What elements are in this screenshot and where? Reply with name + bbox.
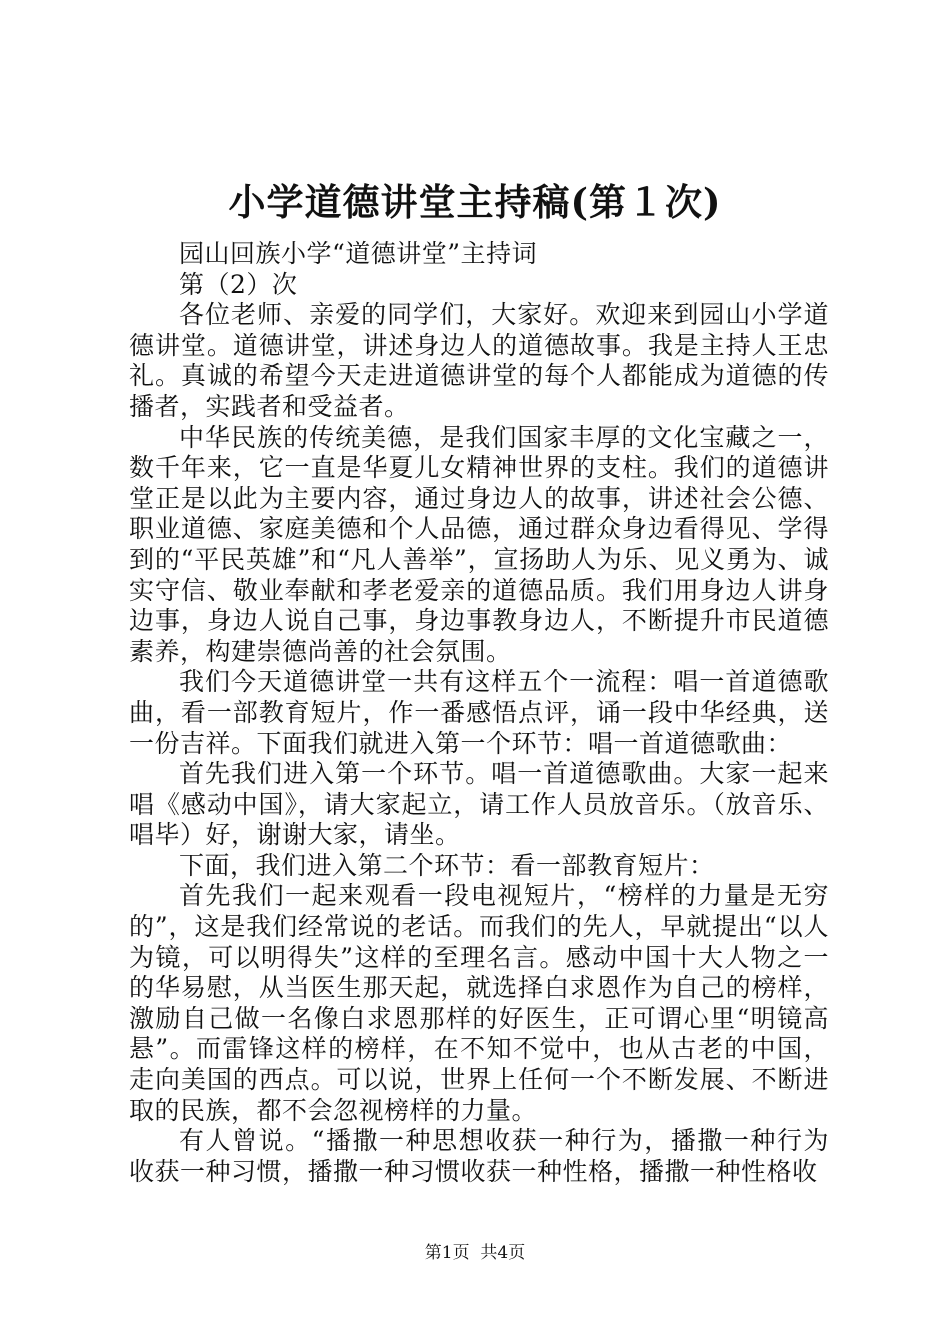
paragraph-welcome: 各位老师、亲爱的同学们，大家好。欢迎来到园山小学道德讲堂。道德讲堂，讲述身边人的道德故事。我是主持人王忠礼。真诚的希望今天走进道德讲堂的每个人都能成为道德的传播者，实践者和受益者。 xyxy=(129,300,829,421)
paragraph-tradition: 中华民族的传统美德，是我们国家丰厚的文化宝藏之一，数千年来，它一直是华夏儿女精神世界的支柱。我们的道德讲堂正是以此为主要内容，通过身边人的故事，讲述社会公德、职业道德、家庭美德和个人品德，通过群众身边看得见、学得到的“平民英雄”和“凡人善举”，宣扬助人为乐、见义勇为、诚实守信、敬业奉献和孝老爱亲的道德品质。我们用身边人讲身边事，身边人说自己事，身边事教身边人，不断提升市民道德素养，构建崇德尚善的社会氛围。 xyxy=(129,422,829,666)
paragraph-second-step: 下面，我们进入第二个环节：看一部教育短片： xyxy=(179,850,715,880)
page-footer xyxy=(0,1241,950,1265)
paragraph-first-step: 首先我们进入第一个环节。唱一首道德歌曲。大家一起来唱《感动中国》，请大家起立，请工作人员放音乐。（放音乐、唱毕）好，谢谢大家，请坐。 xyxy=(129,759,829,850)
paragraph-process: 我们今天道德讲堂一共有这样五个一流程：唱一首道德歌曲，看一部教育短片，作一番感悟点评，诵一段中华经典，送一份吉祥。下面我们就进入第一个环节：唱一首道德歌曲： xyxy=(129,667,829,758)
paragraph-quote: 有人曾说。“播撒一种思想收获一种行为，播撒一种行为收获一种习惯，播撒一种习惯收获一种性格，播撒一种性格收 xyxy=(129,1126,829,1186)
document-body xyxy=(129,239,829,1187)
footer-spacer xyxy=(470,1243,481,1263)
page-total: 共4页 xyxy=(480,1243,526,1263)
paragraph-school-heading: 园山回族小学“道德讲堂”主持词 xyxy=(179,239,538,268)
document-title: 小学道德讲堂主持稿(第１次) xyxy=(228,180,722,224)
paragraph-role-model: 首先我们一起来观看一段电视短片，“榜样的力量是无穷的”，这是我们经常说的老话。而我们的先人，早就提出“以人为镜，可以明得失”这样的至理名言。感动中国十大人物之一的华易慰，从当医生那天起，就选择白求恩作为自己的榜样，激励自己做一名像白求恩那样的好医生，正可谓心里“明镜高悬”。而雷锋这样的榜样，在不知不觉中，也从古老的中国，走向美国的西点。可以说，世界上任何一个不断发展、不断进取的民族，都不会忽视榜样的力量。 xyxy=(129,881,829,1125)
paragraph-session-number: 第（2）次 xyxy=(179,269,298,299)
page-number: 第1页 xyxy=(424,1243,470,1263)
